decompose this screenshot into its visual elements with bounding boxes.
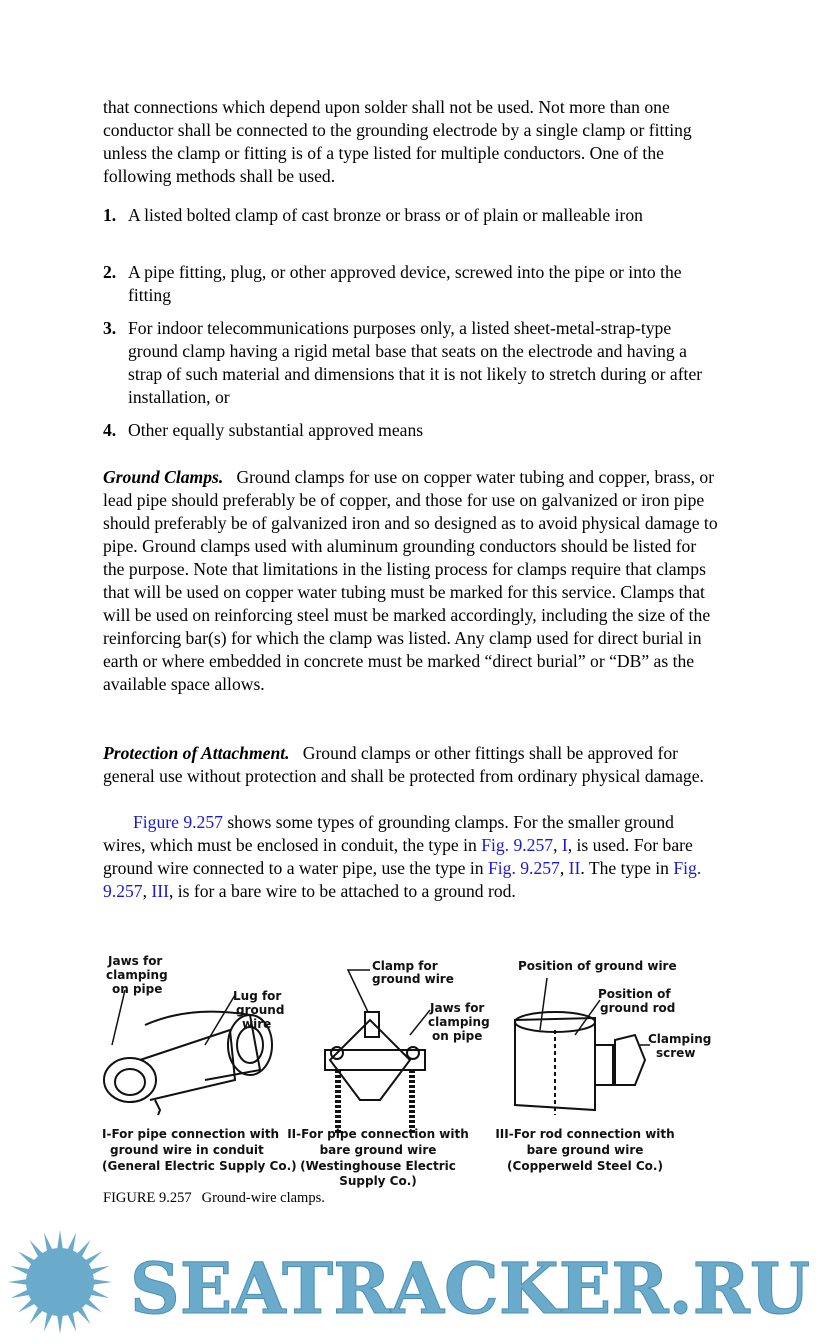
protection-paragraph — [103, 742, 718, 788]
figure-number: FIGURE 9.257 — [103, 1190, 192, 1206]
text: , is for a bare wire to be attached to a ground rod. — [168, 881, 516, 901]
figure-link[interactable]: Fig. 9.257 — [103, 858, 702, 901]
paragraph-text: Ground clamps for use on copper water tubing and copper, brass, or lead pipe should preferably be of copper, and those for use on galvanized or iron pipe should preferably be of galvanized iron and so designed as to avoid physical damage to pipe. Ground clamps used with aluminum grounding conductors should be listed for the purpose. Note that limitations in the listing process for clamps require that clamps that will be used on copper water tubing must be marked for this service. Clamps that will be used on reinforcing steel must be marked accordingly, including the size of the reinforcing bar(s) for which the clamp was listed. Any clamp used for direct burial in earth or where embedded in concrete must be marked “direct burial” or “DB” as the available space allows. — [103, 467, 718, 694]
text: , — [559, 858, 569, 878]
sun-logo-icon — [8, 1230, 112, 1334]
list-text: A listed bolted clamp of cast bronze or brass or of plain or malleable iron — [128, 205, 643, 225]
list-item — [103, 204, 718, 227]
label-position-ground-wire: Position of ground wire — [518, 959, 677, 973]
section-heading: Ground Clamps. — [103, 467, 224, 487]
caption-i: I-For pipe connection with ground wire in conduit (General Electric Supply Co.) — [102, 1127, 297, 1173]
text: , is used. For bare ground wire connected to a water pipe, use the type in — [103, 835, 693, 878]
text: , — [142, 881, 152, 901]
list-number: 4. — [103, 420, 117, 440]
list-number: 1. — [103, 205, 117, 225]
list-text: A pipe fitting, plug, or other approved device, screwed into the pipe or into the fitting — [128, 262, 682, 305]
figure-link[interactable]: II — [568, 858, 581, 878]
figure-link[interactable]: Fig. 9.257 — [481, 835, 554, 855]
label-lug: Lug for ground wire — [233, 989, 285, 1031]
clamp-ii-drawing — [325, 1012, 425, 1135]
label-jaws-ii: Jaws for clamping on pipe — [428, 1001, 490, 1043]
list-item — [103, 419, 718, 442]
paragraph-text: Ground clamps or other fittings shall be approved for general use without protection and shall be protected from ordinary physical damage. — [103, 743, 704, 786]
figure-title: Ground-wire clamps. — [201, 1190, 325, 1206]
section-heading: Protection of Attachment. — [103, 743, 290, 763]
label-jaws-i: Jaws for clamping on pipe — [106, 954, 168, 996]
figure-caption — [103, 1190, 325, 1207]
caption-ii: II-For pipe connection with bare ground wire (Westinghouse Electric Supply Co.) — [287, 1127, 469, 1188]
text: . The type in — [580, 858, 674, 878]
label-clamping-screw: Clamping screw — [648, 1032, 712, 1060]
text: , — [553, 835, 562, 855]
figure-link[interactable]: I — [561, 835, 568, 855]
list-item — [103, 261, 718, 307]
figure-link[interactable]: III — [151, 881, 169, 901]
list-number: 2. — [103, 262, 117, 282]
figure-reference-paragraph — [103, 811, 718, 903]
list-text: Other equally substantial approved means — [128, 420, 424, 440]
watermark — [0, 1210, 816, 1344]
ground-clamps-paragraph — [103, 466, 718, 696]
text: shows some types of grounding clamps. For the smaller ground wires, which must be enclosed in conduit, the type in — [103, 812, 674, 855]
caption-iii: III-For rod connection with bare ground wire (Copperweld Steel Co.) — [495, 1127, 675, 1173]
ground-wire-clamps-figure — [100, 950, 712, 1195]
watermark-text: SEATRACKER.RU — [130, 1247, 810, 1330]
intro-paragraph: that connections which depend upon solder shall not be used. Not more than one conductor shall be connected to the grounding electrode by a single clamp or fitting unless the clamp or fitting is of a type listed for multiple conductors. One of the following methods shall be used. — [103, 97, 692, 186]
figure-link[interactable]: Figure 9.257 — [133, 812, 223, 832]
label-clamp-for-ground-wire: Clamp for ground wire — [372, 959, 454, 986]
list-item — [103, 317, 718, 409]
label-position-ground-rod: Position of ground rod — [598, 987, 676, 1015]
list-number: 3. — [103, 318, 117, 338]
list-text: For indoor telecommunications purposes only, a listed sheet-metal-strap-type ground clamp having a rigid metal base that seats on the electrode and having a strap of such material and dimensions that it is not likely to stretch during or after installation, or — [128, 318, 703, 407]
figure-link[interactable]: Fig. 9.257 — [487, 858, 560, 878]
